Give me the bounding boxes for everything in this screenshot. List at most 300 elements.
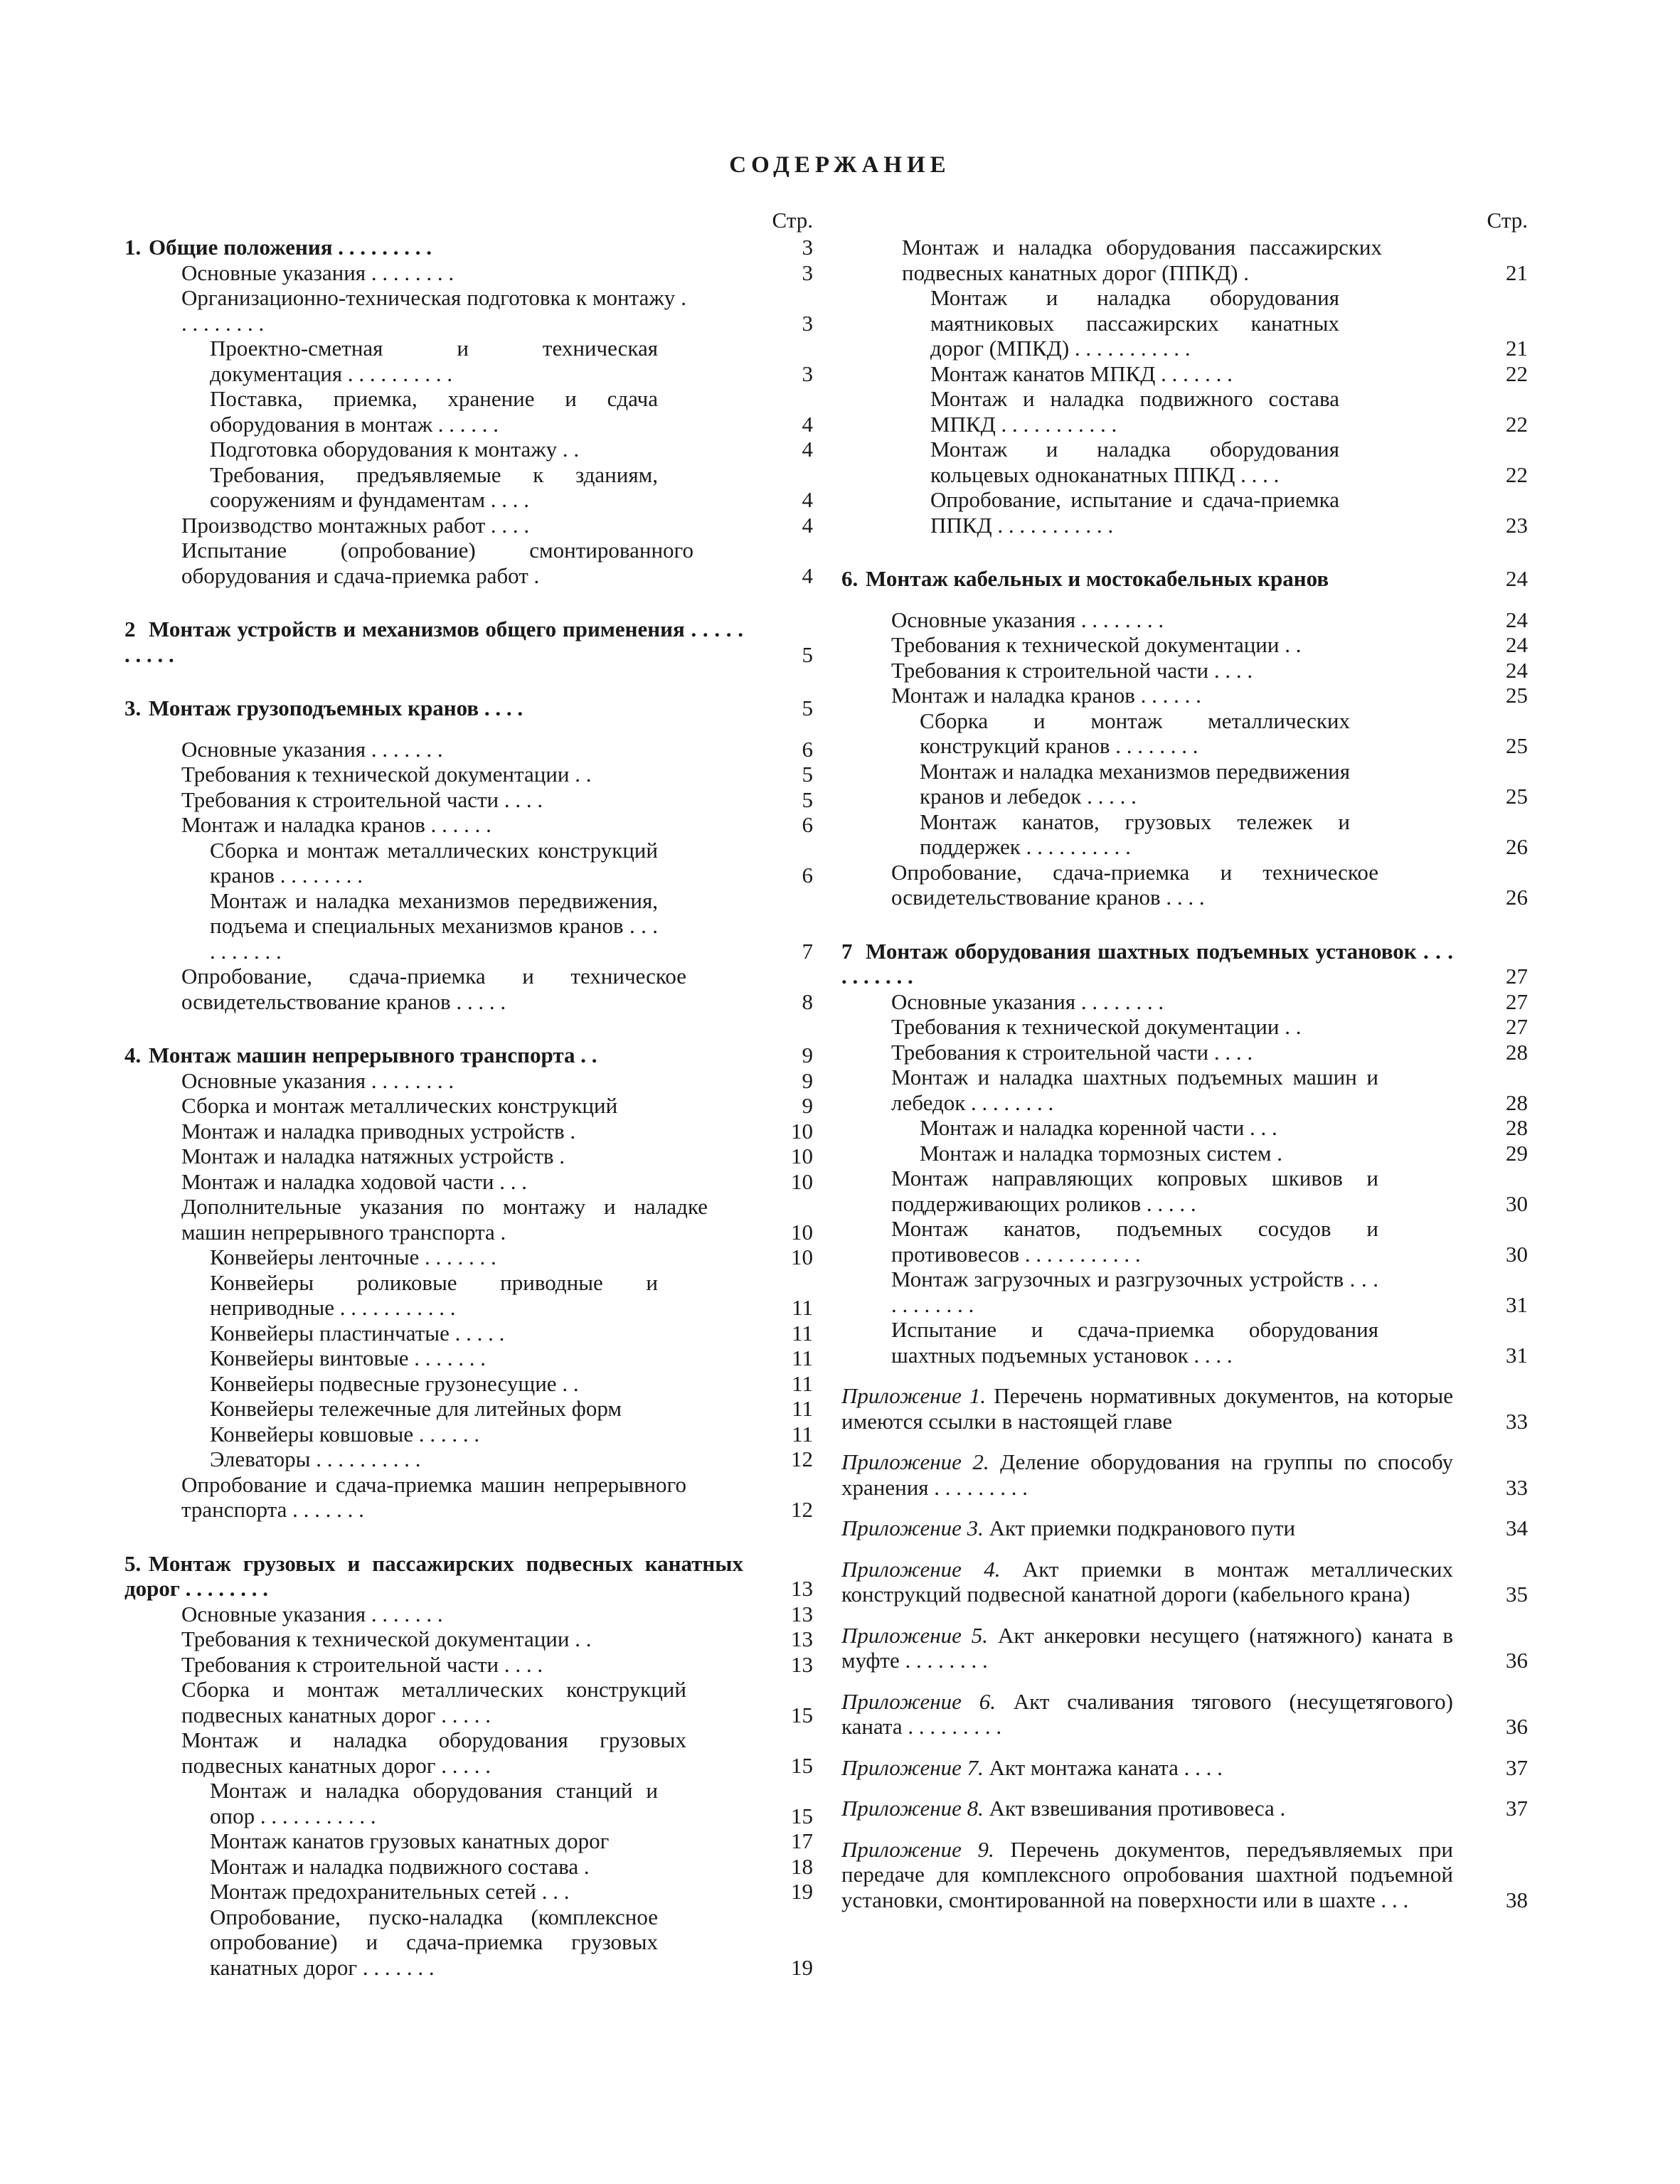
- toc-entry-text: [891, 658, 1453, 683]
- toc-entry: [124, 1346, 813, 1371]
- page-number: 15: [791, 1752, 813, 1778]
- toc-entry-text: [181, 762, 754, 787]
- entry-title: Общие положения . . . . . . . . .: [149, 235, 432, 260]
- toc-entry-text: [181, 260, 754, 286]
- page-number: 13: [791, 1601, 813, 1626]
- toc-entry: [124, 437, 813, 462]
- page-number: 11: [792, 1320, 813, 1346]
- toc-entry: [124, 1169, 813, 1195]
- page-number: 11: [792, 1396, 813, 1421]
- toc-entry: [841, 1267, 1528, 1317]
- page-number: 31: [1506, 1291, 1528, 1317]
- toc-entry-text: [181, 737, 754, 762]
- toc-entry: [841, 1216, 1528, 1267]
- entry-title: Монтаж грузовых и пассажирских подвесных канатных дорог . . . . . . . .: [124, 1550, 743, 1601]
- toc-entry-text: [891, 1065, 1378, 1115]
- entry-title: Монтаж и наладка оборудования грузовых подвесных канатных дорог . . . . .: [181, 1727, 686, 1778]
- toc-entry: [124, 513, 813, 538]
- page-number: 25: [1506, 683, 1528, 708]
- toc-entry-text: [891, 683, 1453, 708]
- toc-entry-text: [891, 1267, 1378, 1317]
- page-number: 38: [1506, 1887, 1528, 1912]
- toc-entry-text: [930, 487, 1339, 538]
- page-number: 25: [1506, 784, 1528, 809]
- entry-title: Требования к строительной части . . . .: [891, 657, 1253, 683]
- page-number: 13: [791, 1626, 813, 1651]
- page-number: 24: [1506, 607, 1528, 632]
- section-number: 4.: [124, 1043, 142, 1067]
- page-number: 19: [791, 1879, 813, 1904]
- entry-title: Акт приемки подкранового пути: [989, 1516, 1296, 1540]
- page-number: 17: [791, 1828, 813, 1853]
- toc-entry: [124, 964, 813, 1014]
- toc-entry: [124, 1828, 813, 1854]
- entry-title: Монтаж и наладка тормозных систем .: [920, 1140, 1283, 1166]
- toc-entry-text: [841, 1623, 1453, 1673]
- toc-entry: [124, 1472, 813, 1523]
- toc-entry-text: [181, 1093, 754, 1119]
- entry-title: Основные указания . . . . . . . .: [891, 989, 1164, 1014]
- toc-entry-text: [181, 787, 754, 813]
- toc-entry-text: [124, 617, 743, 667]
- toc-entry: [841, 759, 1528, 809]
- page-number: 3: [802, 310, 813, 336]
- entry-title: Монтаж устройств и механизмов общего применения . . . . . . . . . .: [124, 617, 743, 667]
- toc-entry: [124, 1854, 813, 1880]
- toc-entry-text: [210, 462, 658, 513]
- toc-entry: [841, 809, 1528, 860]
- toc-entry: [124, 762, 813, 787]
- toc-entry: [841, 487, 1528, 538]
- toc-entry: [124, 1905, 813, 1981]
- toc-entry-text: [920, 759, 1350, 809]
- toc-entry-text: [210, 1854, 754, 1880]
- toc-entry: [841, 1065, 1528, 1115]
- entry-title: Основные указания . . . . . . .: [181, 736, 443, 762]
- entry-title: Требования к технической документации . .: [891, 632, 1302, 657]
- toc-entry-text: [210, 1346, 754, 1371]
- toc-entry-text: [210, 1270, 658, 1321]
- toc-entry-text: [181, 812, 754, 838]
- page-number: 37: [1506, 1754, 1528, 1780]
- page-number: 10: [791, 1118, 813, 1144]
- entry-title: Основные указания . . . . . . . .: [181, 260, 454, 285]
- page-number: 24: [1506, 657, 1528, 683]
- toc-entry-text: [920, 809, 1350, 860]
- entry-title: Монтаж и наладка оборудования маятниковых пассажирских канатных дорог (МПКД) . . . . . . . . . . .: [930, 285, 1339, 361]
- entry-title: Акт анкеровки несущего (натяжного) каната в муфте . . . . . . . .: [841, 1622, 1453, 1673]
- section-number: 6.: [841, 566, 858, 591]
- page-column-header: Стр.: [772, 208, 813, 233]
- entry-title: Опробование и сдача-приемка машин непрерывного транспорта . . . . . . .: [181, 1471, 686, 1522]
- page-number: 11: [792, 1346, 813, 1370]
- toc-entry-text: [210, 838, 658, 888]
- section-number: 1.: [124, 235, 142, 260]
- toc-entry: [124, 838, 813, 888]
- page-number: 37: [1506, 1796, 1528, 1821]
- entry-title: Опробование, испытание и сдача-приемка ППКД . . . . . . . . . . .: [930, 487, 1339, 538]
- entry-title: Сборка и монтаж металлических конструкций: [181, 1093, 618, 1118]
- page-number: 33: [1506, 1474, 1528, 1500]
- page-number: 10: [791, 1219, 813, 1245]
- entry-title: Испытание и сдача-приемка оборудования шахтных подъемных установок . . . .: [891, 1317, 1378, 1368]
- entry-title: Акт приемки в монтаж металлических конструкций подвесной канатной дороги (кабельного крана): [841, 1556, 1454, 1607]
- entry-title: Проектно-сметная и техническая документация . . . . . . . . . .: [210, 336, 658, 386]
- toc-entry-text: [891, 860, 1378, 910]
- toc-entry: [841, 437, 1528, 487]
- toc-entry: [124, 1879, 813, 1905]
- entry-title: Монтаж машин непрерывного транспорта . .: [149, 1043, 597, 1067]
- toc-entry-text: [841, 1557, 1453, 1607]
- toc-appendix-entry: [841, 1796, 1528, 1821]
- toc-entry: [841, 989, 1528, 1015]
- toc-entry: [124, 1068, 813, 1094]
- page-number: 22: [1506, 361, 1528, 386]
- page-number: 28: [1506, 1039, 1528, 1065]
- toc-entry: [124, 1447, 813, 1472]
- page-number: 4: [802, 487, 813, 512]
- toc-section-entry: [841, 939, 1528, 989]
- page-number: 36: [1506, 1648, 1528, 1673]
- toc-entry-text: [920, 1115, 1453, 1141]
- entry-title: Требования к технической документации . .: [181, 762, 592, 787]
- page-number: 11: [792, 1421, 813, 1447]
- entry-title: Сборка и монтаж металлических конструкций кранов . . . . . . . .: [920, 708, 1350, 758]
- entry-title: Опробование, пуско-наладка (комплексное опробование) и сдача-приемка грузовых канатных дорог . . . . . . .: [210, 1904, 658, 1980]
- page-number: 4: [802, 437, 813, 462]
- toc-entry-text: [891, 1166, 1378, 1216]
- toc-entry-text: [210, 888, 658, 964]
- page-number: 5: [802, 762, 813, 787]
- entry-title: Сборка и монтаж металлических конструкций кранов . . . . . . . .: [210, 837, 658, 888]
- appendix-label: Приложение 1.: [841, 1383, 987, 1408]
- toc-appendix-entry: [841, 1623, 1528, 1673]
- entry-title: Требования к технической документации . .: [181, 1626, 592, 1651]
- entry-title: Монтаж предохранительных сетей . . .: [210, 1879, 570, 1904]
- entry-title: Основные указания . . . . . . . .: [181, 1067, 454, 1093]
- toc-entry-text: [841, 1796, 1453, 1821]
- toc-entry: [124, 538, 813, 588]
- entry-title: Монтаж и наладка кранов . . . . . .: [181, 812, 491, 837]
- page-number: 9: [802, 1067, 813, 1093]
- entry-title: Деление оборудования на группы по способу хранения . . . . . . . . .: [841, 1449, 1453, 1500]
- page-number: 3: [802, 235, 813, 260]
- toc-entry-text: [181, 285, 686, 336]
- toc-entry-text: [920, 708, 1350, 759]
- toc-entry: [124, 462, 813, 513]
- page-column-header: Стр.: [1487, 208, 1528, 233]
- toc-appendix-entry: [841, 1755, 1528, 1781]
- entry-title: Монтаж загрузочных и разгрузочных устройств . . . . . . . . . . .: [891, 1267, 1378, 1317]
- entry-title: Конвейеры ленточные . . . . . . .: [210, 1245, 496, 1269]
- toc-entry-text: [930, 361, 1453, 387]
- entry-title: Монтаж и наладка коренной части . . .: [920, 1115, 1277, 1140]
- toc-entry: [124, 1778, 813, 1828]
- toc-entry: [124, 1144, 813, 1169]
- toc-entry-text: [891, 989, 1453, 1015]
- entry-title: Монтаж грузоподъемных кранов . . . .: [149, 696, 523, 720]
- toc-entry: [124, 888, 813, 964]
- appendix-label: Приложение 8.: [841, 1796, 984, 1821]
- toc-entry: [124, 1677, 813, 1727]
- page-number: 22: [1506, 462, 1528, 487]
- toc-entry-text: [210, 1396, 754, 1422]
- toc-entry-text: [891, 1014, 1453, 1040]
- entry-title: Монтаж и наладка кранов . . . . . .: [891, 683, 1201, 708]
- entry-title: Требования к строительной части . . . .: [181, 787, 543, 812]
- appendix-label: Приложение 4.: [841, 1556, 1001, 1582]
- toc-entry-text: [181, 1169, 754, 1195]
- page-number: 24: [1506, 566, 1528, 591]
- toc-entry: [124, 1652, 813, 1678]
- toc-appendix-entry: [841, 1837, 1528, 1913]
- toc-entry-text: [902, 235, 1382, 285]
- toc-entry-text: [841, 1383, 1453, 1434]
- page-number: 4: [802, 411, 813, 437]
- page-number: 28: [1506, 1090, 1528, 1115]
- section-number: 5.: [124, 1550, 142, 1576]
- entry-title: Конвейеры винтовые . . . . . . .: [210, 1346, 487, 1370]
- toc-entry: [124, 336, 813, 386]
- entry-title: Основные указания . . . . . . . .: [891, 607, 1164, 632]
- toc-section-entry: [124, 235, 813, 260]
- toc-entry-text: [181, 1144, 754, 1169]
- page-number: 10: [791, 1168, 813, 1194]
- toc-appendix-entry: [841, 1557, 1528, 1607]
- entry-title: Монтаж и наладка механизмов передвижения кранов и лебедок . . . . .: [920, 758, 1350, 809]
- page-number: 13: [791, 1651, 813, 1677]
- entry-title: Подготовка оборудования к монтажу . .: [210, 437, 580, 462]
- toc-entry-text: [181, 1472, 686, 1523]
- entry-title: Испытание (опробование) смонтированного оборудования и сдача-приемка работ .: [181, 538, 693, 588]
- toc-entry-text: [210, 1245, 754, 1270]
- page-number: 4: [802, 563, 813, 588]
- toc-entry-text: [891, 1216, 1378, 1267]
- entry-title: Монтаж канатов МПКД . . . . . . .: [930, 361, 1233, 386]
- section-number: 2: [124, 617, 136, 641]
- toc-entry: [841, 285, 1528, 361]
- entry-title: Требования к строительной части . . . .: [181, 1651, 543, 1677]
- toc-appendix-entry: [841, 1449, 1528, 1500]
- entry-title: Акт взвешивания противовеса .: [989, 1796, 1286, 1821]
- page-number: 22: [1506, 411, 1528, 437]
- page-number: 26: [1506, 834, 1528, 859]
- toc-entry: [841, 708, 1528, 759]
- entry-title: Монтаж оборудования шахтных подъемных установок . . . . . . . . . .: [841, 938, 1453, 989]
- toc-entry-text: [124, 696, 754, 721]
- toc-appendix-entry: [841, 1689, 1528, 1740]
- page-number: 8: [802, 989, 813, 1014]
- appendix-label: Приложение 3.: [841, 1516, 984, 1540]
- page-title: СОДЕРЖАНИЕ: [729, 152, 951, 178]
- page-number: 10: [791, 1245, 813, 1269]
- page-number: 5: [802, 696, 813, 720]
- toc-entry: [124, 1371, 813, 1397]
- entry-title: Монтаж и наладка ходовой части . . .: [181, 1168, 528, 1194]
- entry-title: Монтаж и наладка натяжных устройств .: [181, 1144, 565, 1168]
- page-number: 29: [1506, 1140, 1528, 1166]
- page-number: 21: [1506, 336, 1528, 361]
- entry-title: Акт монтажа каната . . . .: [989, 1754, 1223, 1780]
- page-number: 12: [791, 1497, 813, 1522]
- entry-title: Опробование, сдача-приемка и техническое освидетельствование кранов . . . .: [891, 859, 1378, 910]
- entry-title: Конвейеры роликовые приводные и неприводные . . . . . . . . . . .: [210, 1269, 658, 1320]
- toc-entry: [841, 860, 1528, 910]
- toc-entry-text: [841, 1516, 1453, 1541]
- toc-left-entries: [124, 235, 813, 1980]
- page-number: 13: [791, 1576, 813, 1601]
- toc-entry-text: [181, 1119, 754, 1144]
- entry-title: Монтаж и наладка оборудования станций и опор . . . . . . . . . . .: [210, 1778, 658, 1828]
- entry-title: Перечень нормативных документов, на которые имеются ссылки в настоящей главе: [841, 1383, 1453, 1434]
- toc-entry: [124, 1119, 813, 1144]
- entry-title: Монтаж канатов грузовых канатных дорог: [210, 1828, 610, 1853]
- toc-entry-text: [210, 1905, 658, 1981]
- page-number: 18: [791, 1853, 813, 1879]
- entry-title: Конвейеры подвесные грузонесущие . .: [210, 1370, 579, 1396]
- toc-entry-text: [210, 437, 754, 462]
- toc-entry-text: [181, 1727, 686, 1778]
- toc-right-entries: [841, 235, 1528, 1912]
- toc-entry: [841, 607, 1528, 633]
- entry-title: Монтаж направляющих копровых шкивов и поддерживающих роликов . . . . .: [891, 1166, 1378, 1216]
- toc-entry: [124, 737, 813, 762]
- toc-section-entry: [124, 617, 813, 667]
- appendix-label: Приложение 5.: [841, 1622, 989, 1648]
- entry-title: Монтаж и наладка оборудования кольцевых одноканатных ППКД . . . .: [930, 437, 1339, 487]
- toc-entry-text: [181, 964, 686, 1014]
- toc-entry: [124, 1626, 813, 1652]
- entry-title: Основные указания . . . . . . .: [181, 1601, 443, 1626]
- toc-entry: [124, 1602, 813, 1627]
- toc-section-entry: [124, 1043, 813, 1068]
- toc-entry-text: [841, 1755, 1453, 1781]
- entry-title: Дополнительные указания по монтажу и наладке машин непрерывного транспорта .: [181, 1194, 708, 1245]
- page-number: 3: [802, 260, 813, 285]
- page-number: 15: [791, 1702, 813, 1727]
- toc-entry-text: [124, 1043, 754, 1068]
- entry-title: Монтаж и наладка подвижного состава .: [210, 1853, 590, 1879]
- toc-entry: [124, 285, 813, 336]
- entry-title: Акт счаливания тягового (несущетягового) каната . . . . . . . . .: [841, 1688, 1454, 1739]
- page-number: 21: [1506, 260, 1528, 285]
- toc-entry-text: [210, 336, 658, 386]
- toc-entry-text: [841, 566, 1453, 592]
- toc-entry-text: [891, 632, 1453, 658]
- appendix-label: Приложение 2.: [841, 1449, 989, 1474]
- page-number: 36: [1506, 1714, 1528, 1739]
- toc-entry-text: [210, 1828, 754, 1854]
- toc-entry: [841, 235, 1528, 285]
- entry-title: Сборка и монтаж металлических конструкций подвесных канатных дорог . . . . .: [181, 1677, 686, 1727]
- page-number: 7: [802, 938, 813, 964]
- page-number: 19: [791, 1954, 813, 1980]
- toc-entry-text: [124, 1551, 743, 1602]
- toc-entry: [841, 658, 1528, 683]
- toc-entry-text: [930, 437, 1339, 487]
- page-number: 24: [1506, 632, 1528, 657]
- page-number: 10: [791, 1144, 813, 1168]
- section-number: 7: [841, 938, 853, 964]
- toc-entry: [124, 787, 813, 813]
- toc-entry-text: [210, 1447, 754, 1472]
- toc-entry-text: [841, 1449, 1453, 1500]
- toc-entry-text: [841, 939, 1453, 989]
- page-number: 26: [1506, 885, 1528, 910]
- entry-title: Требования, предъявляемые к зданиям, сооружениям и фундаментам . . . .: [210, 462, 658, 512]
- toc-section-entry: [124, 1551, 813, 1602]
- toc-entry-text: [181, 1677, 686, 1727]
- page-number: 4: [802, 512, 813, 538]
- toc-entry-text: [210, 386, 658, 437]
- toc-section-entry: [841, 566, 1528, 592]
- page-number: 6: [802, 812, 813, 837]
- toc-entry: [124, 1396, 813, 1422]
- toc-entry: [124, 1194, 813, 1245]
- appendix-label: Приложение 7.: [841, 1754, 984, 1780]
- page-number: 11: [792, 1295, 813, 1320]
- toc-entry-text: [181, 1068, 754, 1094]
- page-number: 34: [1506, 1516, 1528, 1540]
- page-number: 9: [802, 1093, 813, 1118]
- page-number: 31: [1506, 1342, 1528, 1368]
- toc-entry: [841, 1141, 1528, 1166]
- page-number: 35: [1506, 1582, 1528, 1607]
- page-number: 6: [802, 736, 813, 762]
- page-number: 28: [1506, 1115, 1528, 1140]
- entry-title: Конвейеры тележечные для литейных форм: [210, 1396, 622, 1421]
- toc-entry: [841, 1317, 1528, 1368]
- toc-entry-text: [210, 1879, 754, 1905]
- entry-title: Монтаж канатов, подъемных сосудов и противовесов . . . . . . . . . . .: [891, 1216, 1378, 1267]
- page-number: 9: [802, 1043, 813, 1067]
- toc-entry-text: [920, 1141, 1453, 1166]
- toc-entry: [841, 1014, 1528, 1040]
- page-number: 6: [802, 863, 813, 888]
- toc-appendix-entry: [841, 1383, 1528, 1434]
- toc-entry-text: [210, 1422, 754, 1447]
- page-number: 5: [802, 641, 813, 667]
- toc-entry-text: [181, 1652, 754, 1678]
- toc-entry: [124, 1245, 813, 1270]
- page-number: 30: [1506, 1241, 1528, 1267]
- toc-entry-text: [181, 538, 693, 588]
- toc-entry-text: [210, 1778, 658, 1828]
- entry-title: Производство монтажных работ . . . .: [181, 512, 530, 538]
- entry-title: Монтаж кабельных и мостокабельных кранов: [866, 566, 1329, 591]
- entry-title: Монтаж и наладка приводных устройств .: [181, 1118, 576, 1144]
- page-number: 12: [791, 1447, 813, 1471]
- toc-entry-text: [181, 1626, 754, 1652]
- toc-entry: [124, 812, 813, 838]
- page-number: 30: [1506, 1190, 1528, 1216]
- toc-entry-text: [841, 1689, 1453, 1740]
- toc-entry: [841, 1115, 1528, 1141]
- toc-entry: [841, 386, 1528, 437]
- toc-entry: [124, 1270, 813, 1321]
- page-number: 5: [802, 787, 813, 812]
- page-number: 3: [802, 361, 813, 386]
- entry-title: Элеваторы . . . . . . . . . .: [210, 1447, 421, 1471]
- entry-title: Организационно-техническая подготовка к монтажу . . . . . . . . .: [181, 285, 686, 336]
- page-number: 27: [1506, 964, 1528, 989]
- toc-entry: [124, 1422, 813, 1447]
- toc-entry-text: [181, 513, 754, 538]
- page-number: 25: [1506, 733, 1528, 758]
- entry-title: Конвейеры ковшовые . . . . . .: [210, 1421, 480, 1447]
- section-number: 3.: [124, 696, 142, 720]
- entry-title: Монтаж и наладка шахтных подъемных машин и лебедок . . . . . . . .: [891, 1065, 1378, 1115]
